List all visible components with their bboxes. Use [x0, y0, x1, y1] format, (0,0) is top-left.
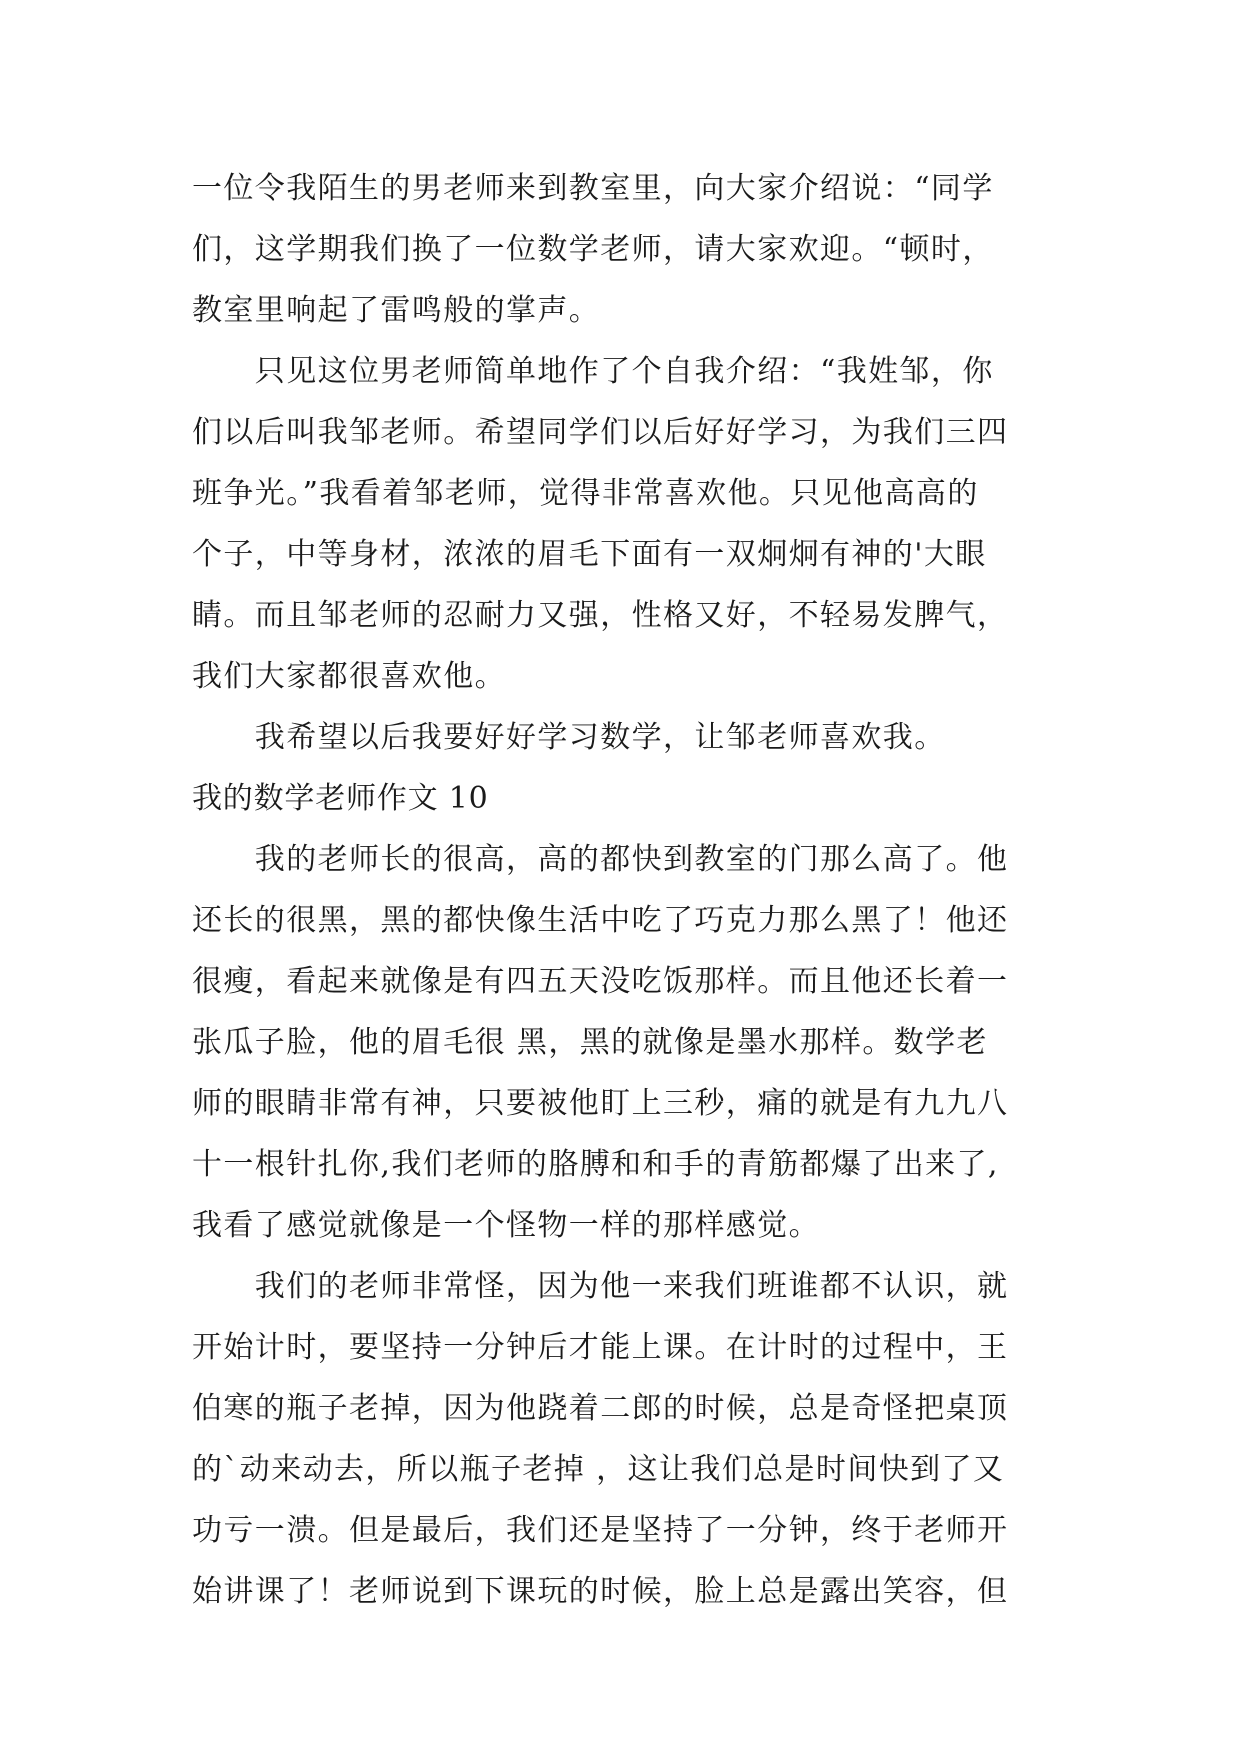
text-line: 睛。而且邹老师的忍耐力又强，性格又好，不轻易发脾气，: [192, 598, 1009, 633]
text-line: 班争光。”我看着邹老师，觉得非常喜欢他。只见他高高的: [192, 476, 979, 511]
text-line: 还长的很黑，黑的都快像生活中吃了巧克力那么黑了！他还: [192, 903, 1009, 938]
essay-text: [192, 158, 1072, 1622]
text-line: 师的眼睛非常有神，只要被他盯上三秒，痛的就是有九九八: [192, 1086, 1009, 1121]
text-line: 伯寒的瓶子老掉，因为他跷着二郎的时候，总是奇怪把桌顶: [192, 1391, 1009, 1426]
text-line: 教室里响起了雷鸣般的掌声。: [192, 293, 601, 328]
text-line: 一位令我陌生的男老师来到教室里，向大家介绍说：“同学: [192, 171, 994, 206]
text-line: 我看了感觉就像是一个怪物一样的那样感觉。: [192, 1208, 820, 1243]
text-line: 我们大家都很喜欢他。: [192, 659, 506, 694]
text-line: 我的老师长的很高，高的都快到教室的门那么高了。他: [192, 842, 1009, 877]
text-line: 很瘦，看起来就像是有四五天没吃饭那样。而且他还长着一: [192, 964, 1009, 999]
text-line: 个子，中等身材，浓浓的眉毛下面有一双炯炯有神的'大眼: [192, 537, 987, 572]
text-line: 们，这学期我们换了一位数学老师，请大家欢迎。“顿时，: [192, 232, 994, 267]
text-line: 十一根针扎你,我们老师的胳膊和和手的青筋都爆了出来了,: [192, 1147, 999, 1182]
text-line: 只见这位男老师简单地作了个自我介绍：“我姓邹，你: [192, 354, 994, 389]
text-line: 张瓜子脸，他的眉毛很 黑，黑的就像是墨水那样。数学老: [192, 1025, 988, 1060]
text-line: 的`动来动去，所以瓶子老掉 ，这让我们总是时间快到了又: [192, 1452, 1005, 1487]
text-line: 我们的老师非常怪，因为他一来我们班谁都不认识，就: [192, 1269, 1009, 1304]
essay-heading: 我的数学老师作文 10: [192, 781, 489, 816]
text-line: 开始计时，要坚持一分钟后才能上课。在计时的过程中，王: [192, 1330, 1009, 1365]
text-line: 们以后叫我邹老师。希望同学们以后好好学习，为我们三四: [192, 415, 1009, 450]
text-line: 我希望以后我要好好学习数学，让邹老师喜欢我。: [192, 720, 946, 755]
text-line: 始讲课了！老师说到下课玩的时候，脸上总是露出笑容，但: [192, 1574, 1009, 1609]
text-line: 功亏一溃。但是最后，我们还是坚持了一分钟，终于老师开: [192, 1513, 1009, 1548]
